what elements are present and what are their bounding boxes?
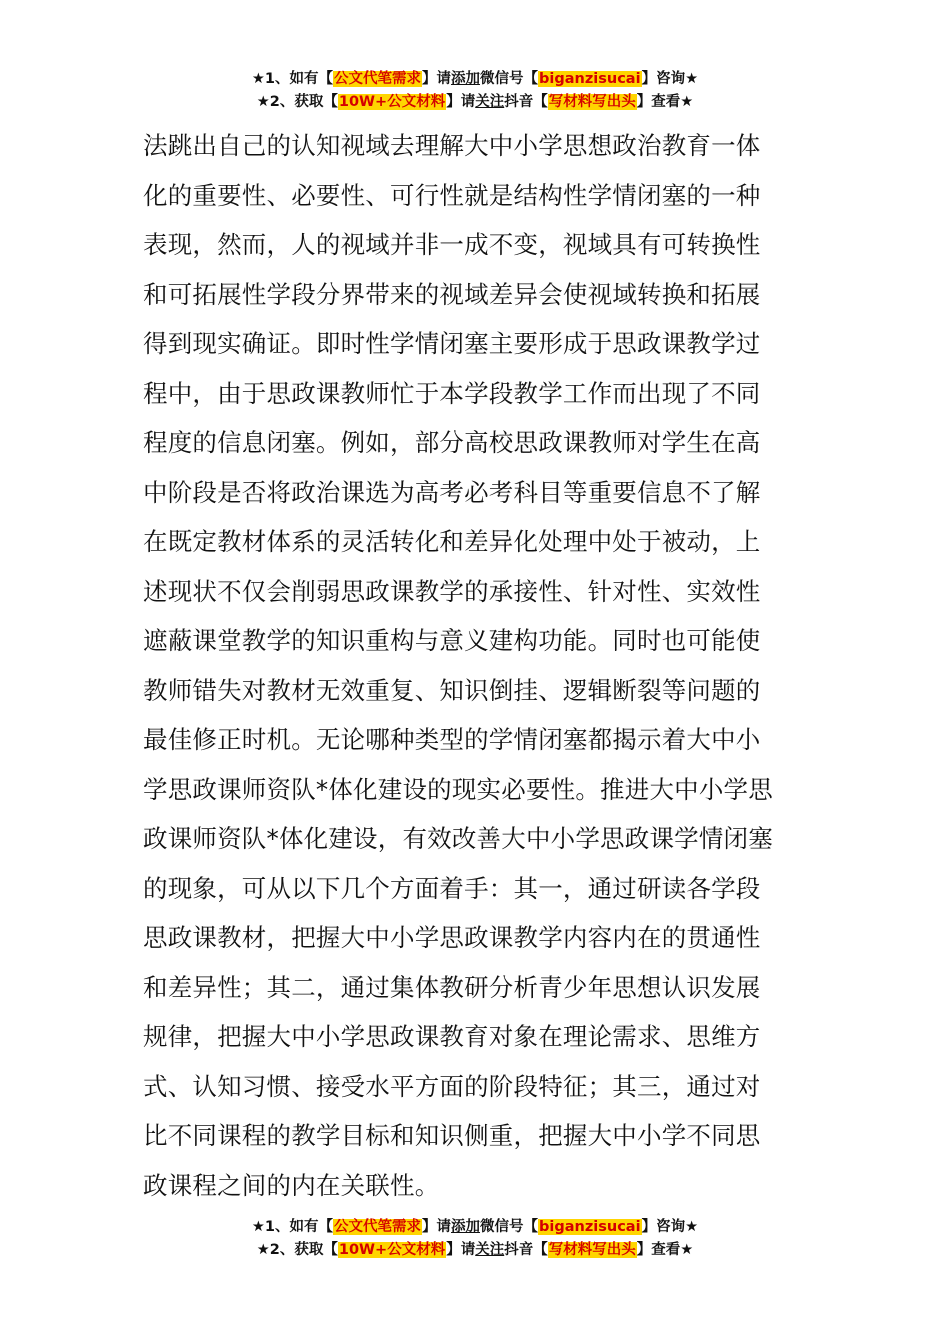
body-line: 法跳出自己的认知视域去理解大中小学思想政治教育一体: [143, 131, 761, 160]
body-line: 程度的信息闭塞。例如，部分高校思政课教师对学生在高: [143, 428, 761, 457]
body-line: 和可拓展性学段分界带来的视域差异会使视域转换和拓展: [143, 279, 761, 309]
notice-line-1: [0, 68, 950, 91]
body-line: 在既定教材体系的灵活转化和差异化处理中处于被动，上: [143, 527, 761, 556]
notice-text: 】查看★: [636, 1242, 694, 1258]
notice-line-2: [0, 1239, 950, 1262]
body-line: 表现，然而，人的视域并非一成不变，视域具有可转换性: [143, 230, 761, 259]
body-line: 和差异性；其二，通过集体教研分析青少年思想认识发展: [143, 972, 761, 1002]
body-line: 化的重要性、必要性、可行性就是结构性学情闭塞的一种: [143, 180, 761, 210]
body-line: 教师错失对教材无效重复、知识倒挂、逻辑断裂等问题的: [143, 675, 761, 705]
notice-line-1: [0, 1216, 950, 1239]
body-line: 述现状不仅会削弱思政课教学的承接性、针对性、实效性: [143, 576, 761, 606]
underlined-text: 添加: [451, 1219, 481, 1235]
body-line: 最佳修正时机。无论哪种类型的学情闭塞都揭示着大中小: [143, 725, 761, 754]
notice-text: 】请: [422, 1219, 452, 1235]
body-line: 中阶段是否将政治课选为高考必考科目等重要信息不了解: [143, 477, 761, 507]
notice-text: ★1、如有【: [251, 1219, 334, 1235]
highlight-service: 公文代笔需求: [334, 71, 422, 87]
notice-text: 】请: [446, 1242, 476, 1258]
body-line: 程中，由于思政课教师忙于本学段教学工作而出现了不同: [143, 378, 761, 408]
document-body: [143, 121, 807, 1210]
notice-text: ★1、如有【: [251, 71, 334, 87]
notice-text: ★2、获取【: [256, 1242, 338, 1258]
notice-text: 】请: [446, 94, 476, 110]
notice-text: 】咨询★: [641, 71, 699, 87]
body-line: 比不同课程的教学目标和知识侧重，把握大中小学不同思: [143, 1121, 761, 1150]
body-line: 思政课教材，把握大中小学思政课教学内容内在的贯通性: [143, 923, 761, 952]
notice-text: 微信号【: [480, 1219, 539, 1235]
underlined-text: 添加: [451, 71, 481, 87]
body-line: 遮蔽课堂教学的知识重构与意义建构功能。同时也可能使: [143, 626, 761, 655]
notice-line-2: [0, 91, 950, 114]
notice-text: ★2、获取【: [256, 94, 338, 110]
body-line: 式、认知习惯、接受水平方面的阶段特征；其三，通过对: [143, 1071, 761, 1101]
body-line: 政课师资队*体化建设，有效改善大中小学思政课学情闭塞: [143, 824, 773, 853]
header-notice: [0, 68, 950, 114]
body-line: 规律，把握大中小学思政课教育对象在理论需求、思维方: [143, 1022, 761, 1051]
notice-text: 抖音【: [504, 94, 548, 110]
body-line: 的现象，可从以下几个方面着手：其一，通过研读各学段: [143, 873, 761, 903]
notice-text: 微信号【: [480, 71, 539, 87]
highlight-wechat-id: biganzisucai: [539, 1219, 641, 1235]
underlined-text: 关注: [475, 94, 505, 110]
body-line: 政课程之间的内在关联性。: [143, 1170, 440, 1200]
highlight-materials: 10W+公文材料: [338, 1242, 446, 1258]
highlight-wechat-id: biganzisucai: [539, 71, 641, 87]
footer-notice: [0, 1216, 950, 1262]
highlight-service: 公文代笔需求: [334, 1219, 422, 1235]
highlight-douyin-account: 写材料写出头: [548, 1242, 636, 1258]
underlined-text: 关注: [475, 1242, 505, 1258]
body-line: 学思政课师资队*体化建设的现实必要性。推进大中小学思: [143, 774, 773, 804]
notice-text: 】请: [422, 71, 452, 87]
body-line: 得到现实确证。即时性学情闭塞主要形成于思政课教学过: [143, 329, 761, 358]
notice-text: 】咨询★: [641, 1219, 699, 1235]
highlight-douyin-account: 写材料写出头: [548, 94, 636, 110]
notice-text: 】查看★: [636, 94, 694, 110]
notice-text: 抖音【: [504, 1242, 548, 1258]
highlight-materials: 10W+公文材料: [338, 94, 446, 110]
